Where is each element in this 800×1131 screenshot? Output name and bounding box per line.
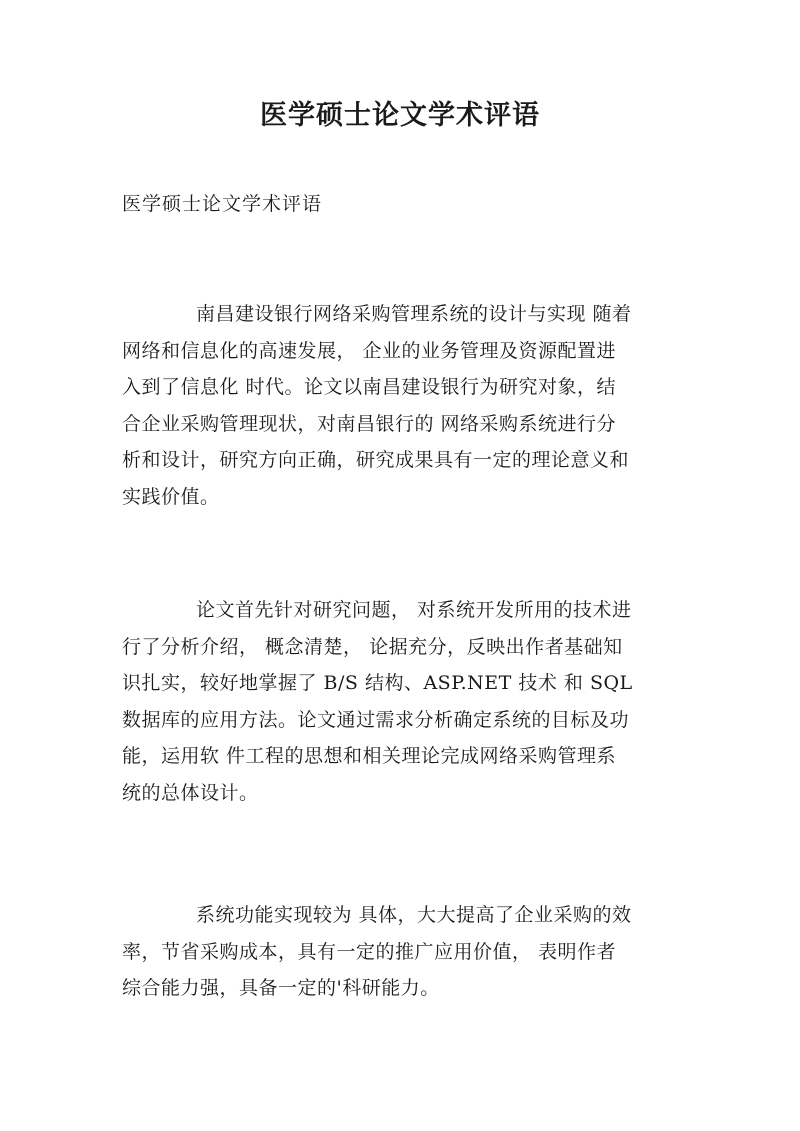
document-subtitle: 医学硕士论文学术评语 <box>122 193 323 215</box>
paragraph-line: 实践价值。 <box>122 485 220 508</box>
paragraph-1 <box>122 296 680 515</box>
paragraph-line: 系统功能实现较为 具体，大大提高了企业采购的效 <box>196 904 632 926</box>
paragraph-line: 统的总体设计。 <box>122 781 259 804</box>
paragraph-line: 行了分析介绍， 概念清楚， 论据充分，反映出作者基础知 <box>122 635 623 658</box>
paragraph-line: 网络和信息化的高速发展， 企业的业务管理及资源配置进 <box>122 339 617 362</box>
paragraph-line: 识扎实，较好地掌握了 B/S 结构、ASP.NET 技术 和 SQL <box>122 672 633 694</box>
paragraph-line: 析和设计，研究方向正确，研究成果具有一定的理论意义和 <box>122 449 630 471</box>
page-title: 医学硕士论文学术评语 <box>260 100 540 131</box>
paragraph-line: 综合能力强，具备一定的'科研能力。 <box>122 977 440 999</box>
paragraph-2 <box>122 592 680 811</box>
paragraph-line: 南昌建设银行网络采购管理系统的设计与实现 随着 <box>196 303 632 325</box>
paragraph-3 <box>122 897 680 1007</box>
paragraph-line: 能，运用软 件工程的思想和相关理论完成网络采购管理系 <box>122 745 617 767</box>
paragraph-line: 论文首先针对研究问题， 对系统开发所用的技术进 <box>196 599 632 621</box>
paragraph-line: 率，节省采购成本，具有一定的推广应用价值， 表明作者 <box>122 940 617 963</box>
paragraph-line: 入到了信息化 时代。论文以南昌建设银行为研究对象，结 <box>122 376 617 398</box>
paragraph-line: 数据库的应用方法。论文通过需求分析确定系统的目标及功 <box>122 708 630 731</box>
paragraph-line: 合企业采购管理现状，对南昌银行的 网络采购系统进行分 <box>122 412 617 435</box>
